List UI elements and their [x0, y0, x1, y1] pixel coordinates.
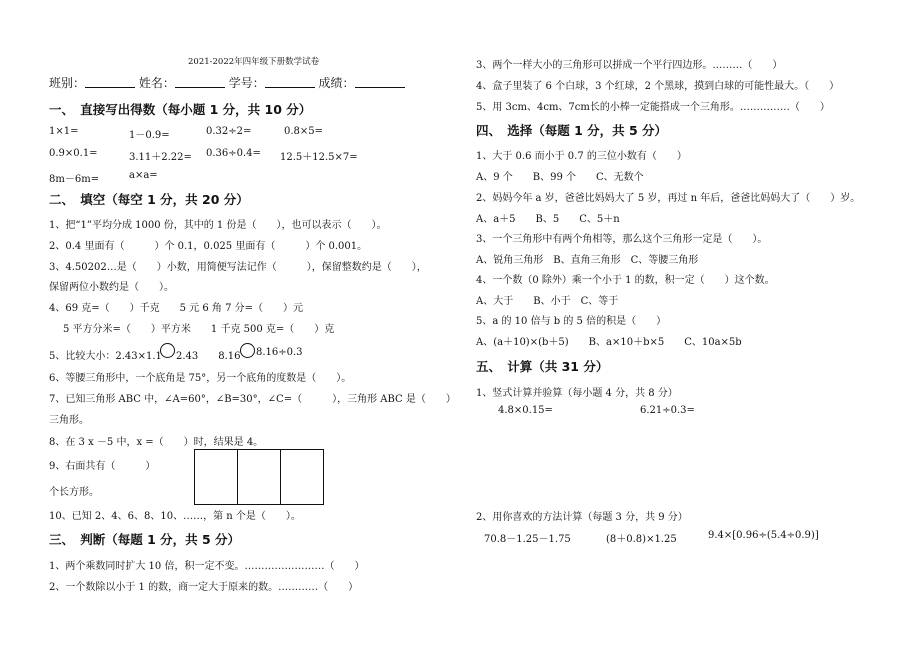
- section3-heading: 三、 判断（每题 1 分，共 5 分）: [49, 532, 241, 547]
- choice-question-3: 3、一个三角形中有两个角相等，那么这个三角形一定是（ ）。: [476, 234, 768, 245]
- choice-question-4: 4、一个数（0 除外）乘一个小于 1 的数，积一定（ ）这个数。: [476, 275, 775, 286]
- fill-question-2: 2、0.4 里面有（ ）个 0.1，0.025 里面有（ ）个 0.001。: [49, 241, 368, 252]
- fill-question-9-cont: 个长方形。: [49, 487, 99, 498]
- s1-item: 1×1=: [49, 126, 79, 137]
- calc-problem: 4.8×0.15=: [498, 405, 553, 416]
- s1-item: 12.5＋12.5×7=: [280, 152, 358, 163]
- fill-question-3: 3、4.50202…是（ ）小数，用简便写法记作（ ），保留整数约是（ ），: [49, 262, 427, 273]
- s1-item: a×a=: [129, 170, 158, 181]
- name-fields-row: [49, 74, 405, 91]
- calc-part-1: 1、竖式计算并验算（每小题 4 分，共 8 分）: [476, 388, 678, 399]
- score-label: 成绩：: [318, 76, 355, 90]
- section1-heading: 一、 直接写出得数（每小题 1 分，共 10 分）: [49, 102, 312, 117]
- fill-question-5-part2: 2.43 8.16: [176, 351, 241, 362]
- s1-item: 0.36÷0.4=: [206, 148, 261, 159]
- fill-question-4: 4、69 克=（ ）千克 5 元 6 角 7 分=（ ）元: [49, 303, 304, 314]
- choice-options-1: A、9 个 B、99 个 C、无数个: [476, 172, 644, 183]
- s1-item: 0.9×0.1=: [49, 148, 98, 159]
- choice-question-2: 2、妈妈今年 a 岁，爸爸比妈妈大了 5 岁，再过 n 年后，爸爸比妈妈大了（ ）岁。: [476, 193, 861, 204]
- calc-problem: (8＋0.8)×1.25: [606, 534, 677, 545]
- section2-heading: 二、 填空（每空 1 分，共 20 分）: [49, 192, 249, 207]
- name-label: 姓名：: [138, 76, 175, 90]
- fill-question-7-cont: 三角形。: [49, 415, 89, 426]
- compare-circle-1[interactable]: [160, 343, 175, 358]
- name-field[interactable]: [175, 77, 225, 88]
- class-field[interactable]: [85, 77, 135, 88]
- calc-part-2: 2、用你喜欢的方法计算（每题 3 分，共 9 分）: [476, 512, 688, 523]
- judge-question-3: 3、两个一样大小的三角形可以拼成一个平行四边形。………（ ）: [476, 60, 783, 71]
- s1-item: 3.11＋2.22=: [129, 152, 192, 163]
- fill-question-4-cont: 5 平方分米=（ ）平方米 1 千克 500 克=（ ）克: [63, 324, 335, 335]
- s1-item: 0.8×5=: [284, 126, 324, 137]
- choice-options-5: A、(a＋10)×(b＋5) B、a×10＋b×5 C、10a×5b: [476, 337, 742, 348]
- fill-question-5-part1: 5、比较大小：2.43×1.1: [49, 351, 162, 362]
- page-title: 2021-2022年四年级下册数学试卷: [188, 57, 320, 67]
- s1-item: 0.32÷2=: [206, 126, 252, 137]
- fill-question-7: 7、已知三角形 ABC 中，∠A=60°，∠B=30°，∠C=（ ），三角形 ABC 是（ ）: [49, 394, 456, 405]
- class-label: 班别：: [49, 76, 86, 90]
- fill-question-5-part3: 8.16÷0.3: [256, 347, 303, 358]
- section5-heading: 五、 计算（共 31 分）: [476, 359, 609, 374]
- calc-problem: 6.21÷0.3=: [640, 405, 695, 416]
- fill-question-8: 8、在 3 x －5 中，x =（ ）时，结果是 4。: [49, 437, 264, 448]
- choice-question-1: 1、大于 0.6 而小于 0.7 的三位小数有（ ）: [476, 151, 687, 162]
- choice-question-5: 5、a 的 10 倍与 b 的 5 倍的积是（ ）: [476, 316, 667, 327]
- fill-question-1: 1、把“1”平均分成 1000 份，其中的 1 份是（ ），也可以表示（ ）。: [49, 220, 387, 231]
- calc-problem: 9.4×[0.96÷(5.4÷0.9)]: [708, 530, 819, 541]
- s1-item: 8m－6m=: [49, 174, 100, 185]
- fill-question-3-cont: 保留两位小数约是（ ）。: [49, 282, 174, 293]
- section4-heading: 四、 选择（每题 1 分，共 5 分）: [476, 123, 668, 138]
- score-field[interactable]: [355, 77, 405, 88]
- judge-question-1: 1、两个乘数同时扩大 10 倍，积一定不变。……………………（ ）: [49, 561, 365, 572]
- student-number-label: 学号：: [228, 76, 265, 90]
- student-number-field[interactable]: [265, 77, 315, 88]
- judge-question-4: 4、盒子里装了 6 个白球，3 个红球，2 个黑球，摸到白球的可能性最大。（ ）: [476, 81, 840, 92]
- fill-question-6: 6、等腰三角形中，一个底角是 75°，另一个底角的度数是（ ）。: [49, 373, 352, 384]
- s1-item: 1－0.9=: [129, 130, 170, 141]
- choice-options-3: A、锐角三角形 B、直角三角形 C、等腰三角形: [476, 255, 699, 266]
- judge-question-5: 5、用 3cm、4cm、7cm长的小棒一定能搭成一个三角形。……………（ ）: [476, 102, 830, 113]
- judge-question-2: 2、一个数除以小于 1 的数，商一定大于原来的数。…………（ ）: [49, 582, 359, 593]
- compare-circle-2[interactable]: [240, 343, 255, 358]
- fill-question-10: 10、已知 2、4、6、8、10、……，第 n 个是（ ）。: [49, 511, 301, 522]
- fill-question-9: 9、右面共有（ ）: [49, 461, 156, 472]
- rectangles-figure: [194, 449, 324, 505]
- calc-problem: 70.8－1.25－1.75: [484, 534, 571, 545]
- choice-options-2: A、a＋5 B、5 C、5＋n: [476, 214, 620, 225]
- choice-options-4: A、大于 B、小于 C、等于: [476, 296, 619, 307]
